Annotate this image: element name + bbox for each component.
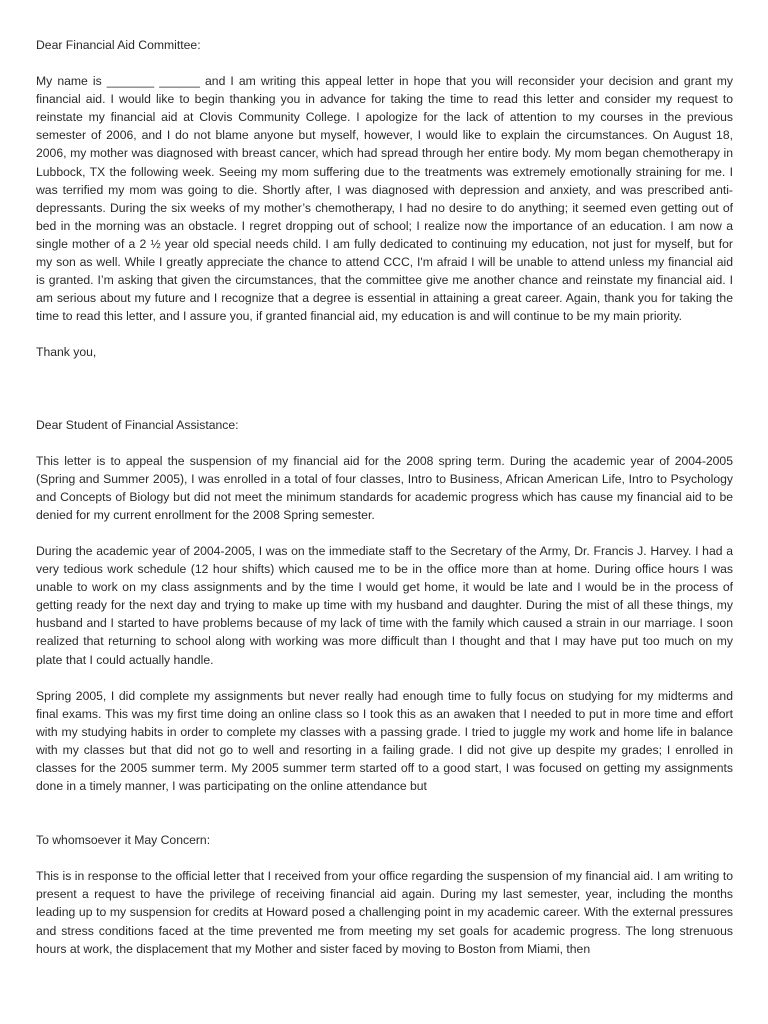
letter-1-closing: Thank you, [36, 345, 97, 360]
letter-1-paragraph-1: My name is _______ ______ and I am writing this appeal letter in hope that you will reconsider your decision and grant my financial aid. I would like to begin thanking you in advance for taking the time to read this letter and consider my request to reinstate my financial aid at Clovis Community College. I apologize for the lack of attention to my courses in the previous semester of 2006, and I do not blame anyone but myself, however, I would like to explain the circumstances. On August 18, 2006, my mother was diagnosed with breast cancer, which had spread through her entire body. My mom began chemotherapy in Lubbock, TX the following week. Seeing my mom suffering due to the treatments was extremely emotionally straining for me. I was terrified my mom was going to die. Shortly after, I was diagnosed with depression and anxiety, and was prescribed anti-depressants. During the six weeks of my mother’s chemotherapy, I had no desire to do anything; it seemed even getting out of bed in the morning was an obstacle. I regret dropping out of school; I realize now the importance of an education. I am now a single mother of a 2 ½ year old special needs child. I am fully dedicated to continuing my education, not just for myself, but for my son as well. While I greatly appreciate the chance to attend CCC, I'm afraid I will be unable to attend unless my financial aid is granted. I’m asking that given the circumstances, that the committee give me another chance and reinstate my financial aid. I am serious about my future and I recognize that a degree is essential in attaining a great career. Again, thank you for taking the time to read this letter, and I assure you, if granted financial aid, my education is and will continue to be my main priority. [36, 74, 733, 324]
letter-2-salutation: Dear Student of Financial Assistance: [36, 417, 239, 432]
letter-2-paragraph-2: During the academic year of 2004-2005, I was on the immediate staff to the Secretary of the Army, Dr. Francis J. Harvey. I had a very tedious work schedule (12 hour shifts) which caused me to be in the office more than at home. During office hours I was unable to work on my class assignments and by the time I would get home, it would be late and I would be in the process of getting ready for the next day and trying to make up time with my husband and daughter. During the mist of all these things, my husband and I started to have problems because of my lack of time with the family which caused a strain in our marriage. I soon realized that returning to school along with working was more difficult than I thought and that I may have put too much on my plate that I could actually handle. [36, 543, 733, 667]
letter-3-salutation: To whomsoever it May Concern: [36, 833, 211, 848]
letter-1-salutation: Dear Financial Aid Committee: [36, 38, 201, 52]
document-page [36, 36, 733, 958]
letter-2-paragraph-1: This letter is to appeal the suspension of my financial aid for the 2008 spring term. During the academic year of 2004-2005 (Spring and Summer 2005), I was enrolled in a total of four classes, Intro to Business, African American Life, Intro to Psychology and Concepts of Biology but did not meet the minimum standards for academic progress which has cause my financial aid to be denied for my current enrollment for the 2008 Spring semester. [36, 453, 733, 522]
letter-2-paragraph-3: Spring 2005, I did complete my assignments but never really had enough time to fully focus on studying for my midterms and final exams. This was my first time doing an online class so I took this as an awaken that I needed to put in more time and effort with my studying habits in order to complete my classes with a passing grade. I tried to juggle my work and home life in balance with my classes but that did not go to well and resorting in a failing grade. I did not give up despite my grades; I enrolled in classes for the 2005 summer term. My 2005 summer term started off to a good start, I was focused on getting my assignments done in a timely manner, I was participating on the online attendance but [36, 688, 733, 794]
letter-3-paragraph-1: This is in response to the official letter that I received from your office regarding the suspension of my financial aid. I am writing to present a request to have the privilege of receiving financial aid again. During my last semester, year, including the months leading up to my suspension for credits at Howard posed a challenging point in my academic career. With the external pressures and stress conditions faced at the time prevented me from meeting my set goals for academic progress. The long strenuous hours at work, the displacement that my Mother and sister faced by moving to Boston from Miami, then [36, 869, 733, 956]
